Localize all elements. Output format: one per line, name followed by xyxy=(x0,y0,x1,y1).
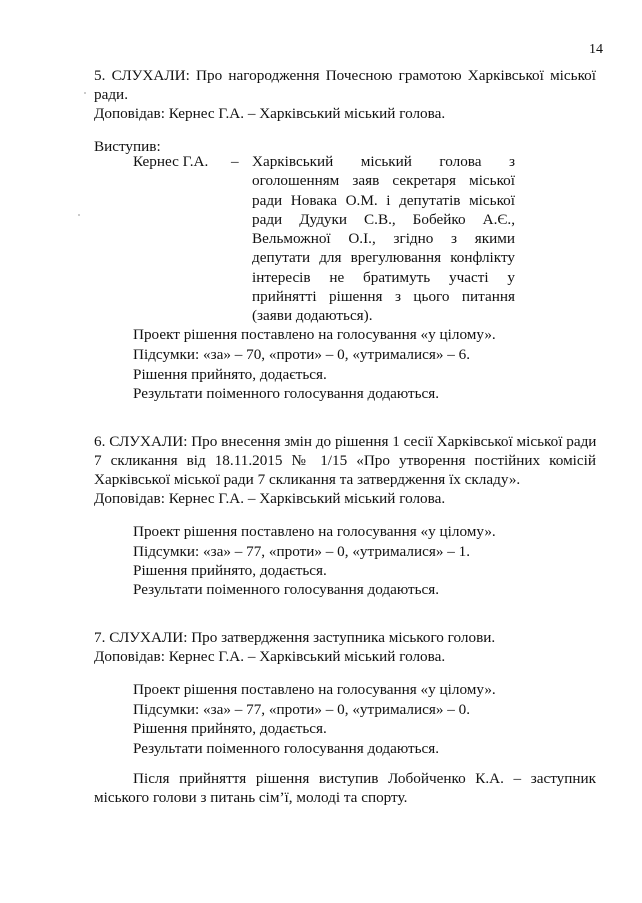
item7-heading: 7. СЛУХАЛИ: Про затвердження заступника міського голови. xyxy=(94,629,496,646)
item7-rollcall: Результати поіменного голосування додаються. xyxy=(133,740,440,757)
item6-reporter: Доповідав: Кернес Г.А. – Харківський міський голова. xyxy=(94,490,446,507)
speech-line: Харківський міський голова з xyxy=(252,153,515,170)
item6-heading-line1: 6. СЛУХАЛИ: Про внесення змін до рішення 1 сесії Харківської міської ради xyxy=(94,433,597,450)
page-number: 14 xyxy=(589,42,603,57)
item7-vote-project: Проект рішення поставлено на голосування «у цілому». xyxy=(133,681,496,698)
item5-speech-block xyxy=(252,152,515,326)
item7-after-line1: Після прийняття рішення виступив Лобойченко К.А. – заступник xyxy=(133,770,596,787)
speech-line: ради Новака О.М. і депутатів міської xyxy=(252,191,515,209)
item7-decision: Рішення прийнято, додається. xyxy=(133,720,327,737)
item5-spoke-heading: Виступив: xyxy=(94,138,161,155)
item6-heading-line3: Харківської міської ради 7 скликання та затвердження їх складу». xyxy=(94,471,521,488)
scan-speck xyxy=(84,92,86,94)
item5-heading-line2: ради. xyxy=(94,86,128,103)
speech-line: ради Дудуки С.В., Бобейко А.Є., xyxy=(252,210,515,228)
item7-after-line2: міського голови з питань сім’ї, молоді та спорту. xyxy=(94,789,408,806)
item5-reporter: Доповідав: Кернес Г.А. – Харківський міський голова. xyxy=(94,105,446,122)
item5-vote-results: Підсумки: «за» – 70, «проти» – 0, «утрималися» – 6. xyxy=(133,346,471,363)
item7-vote-results: Підсумки: «за» – 77, «проти» – 0, «утрималися» – 0. xyxy=(133,701,471,718)
speech-line: (заяви додаються). xyxy=(252,307,373,325)
item6-vote-project: Проект рішення поставлено на голосування «у цілому». xyxy=(133,523,496,540)
item7-reporter: Доповідав: Кернес Г.А. – Харківський міський голова. xyxy=(94,648,446,665)
speech-line: Вельможної О.І., згідно з якими xyxy=(252,230,515,248)
speech-line: інтересів не братимуть участі у xyxy=(252,268,515,286)
scan-speck xyxy=(78,214,80,216)
item5-decision: Рішення прийнято, додається. xyxy=(133,366,327,383)
item5-speaker-dash: – xyxy=(231,153,239,170)
item5-rollcall: Результати поіменного голосування додаються. xyxy=(133,385,440,402)
item6-decision: Рішення прийнято, додається. xyxy=(133,562,327,579)
item5-heading-line1: 5. СЛУХАЛИ: Про нагородження Почесною грамотою Харківської міської xyxy=(94,67,596,84)
item6-heading-line2: 7 скликання від 18.11.2015 № 1/15 «Про утворення постійних комісій xyxy=(94,452,596,469)
speech-line: прийнятті рішення з цього питання xyxy=(252,288,515,306)
speech-line: депутати для врегулювання конфлікту xyxy=(252,249,515,267)
item5-vote-project: Проект рішення поставлено на голосування «у цілому». xyxy=(133,326,496,343)
item6-vote-results: Підсумки: «за» – 77, «проти» – 0, «утрималися» – 1. xyxy=(133,543,471,560)
speech-line: оголошенням заяв секретаря міської xyxy=(252,172,515,190)
item5-speaker-name: Кернес Г.А. xyxy=(133,153,209,170)
item6-rollcall: Результати поіменного голосування додаються. xyxy=(133,581,440,598)
